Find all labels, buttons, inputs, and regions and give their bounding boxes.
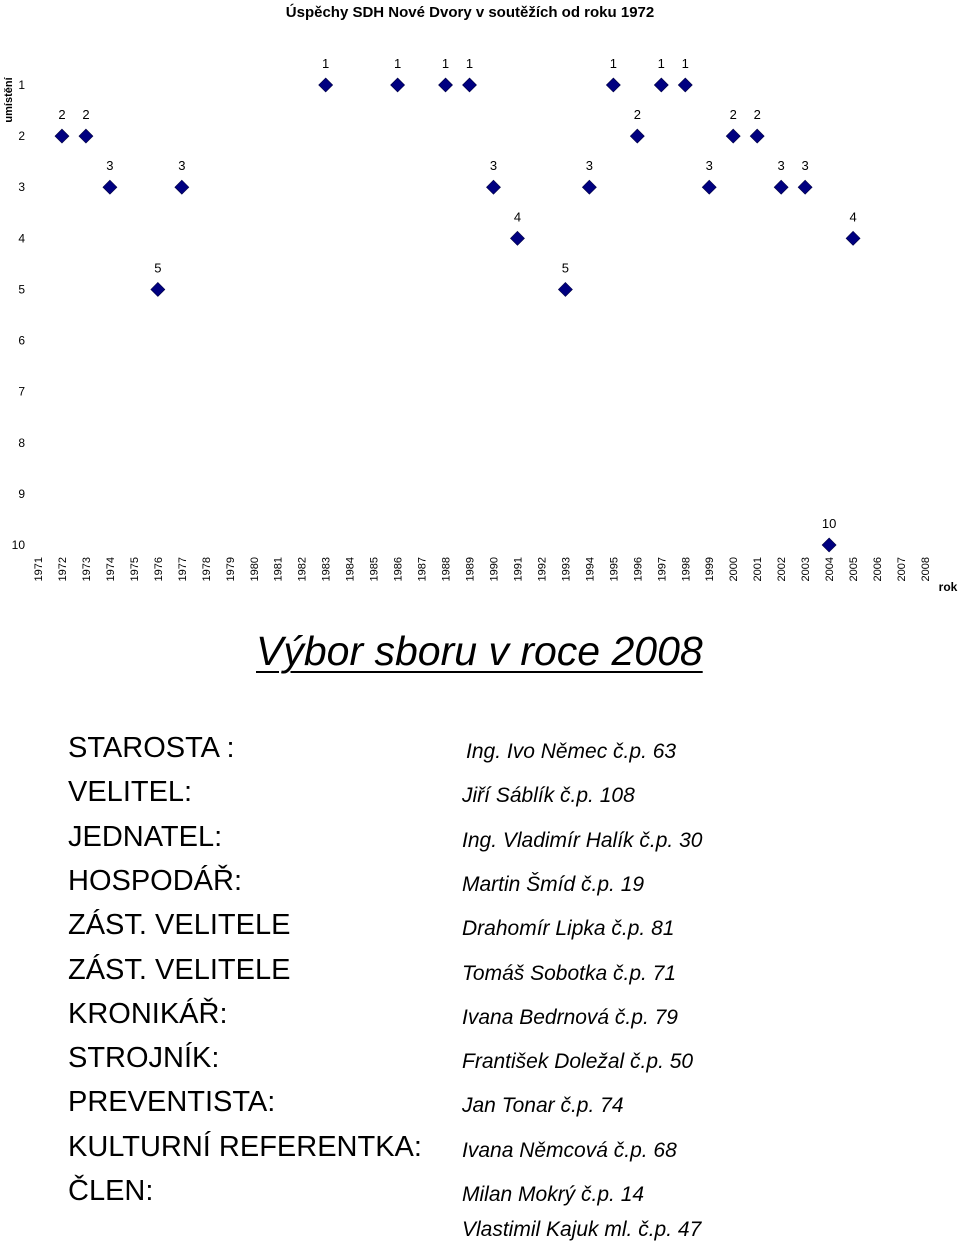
x-tick-label: 1972: [56, 557, 69, 582]
committee-person: Tomáš Sobotka č.p. 71: [462, 961, 677, 985]
data-point-label: 1: [441, 56, 450, 71]
x-tick-label: 1988: [440, 557, 453, 582]
committee-role: KRONIKÁŘ:: [68, 997, 228, 1030]
data-point-marker: [678, 78, 692, 92]
x-tick-label: 1996: [632, 557, 645, 582]
data-point-marker: [630, 129, 644, 143]
data-point-label: 3: [777, 158, 785, 174]
data-point-marker: [774, 180, 788, 194]
data-point-label: 3: [178, 158, 186, 174]
x-tick-label: 1994: [584, 557, 597, 582]
x-tick-label: 1983: [320, 557, 333, 582]
x-tick-label: 2008: [920, 557, 932, 582]
data-point-label: 3: [585, 158, 593, 174]
committee-role: ČLEN:: [68, 1175, 154, 1207]
committee-row: [68, 864, 645, 898]
x-tick-label: 2002: [776, 557, 789, 582]
committee-role: PREVENTISTA:: [68, 1086, 276, 1119]
x-tick-label: 2007: [896, 557, 909, 582]
committee-person: Milan Mokrý č.p. 14: [462, 1183, 645, 1206]
committee-role: ZÁST. VELITELE: [68, 909, 291, 942]
chart-title: Úspěchy SDH Nové Dvory v soutěžích od roku 1972: [285, 4, 655, 21]
y-tick-label: 2: [18, 129, 25, 144]
data-point-label: 1: [609, 56, 617, 71]
extra-member-name: Vlastimil Kajuk ml. č.p. 47: [462, 1218, 702, 1241]
data-point-marker: [103, 180, 117, 194]
data-point-label: 1: [657, 56, 665, 71]
x-axis-label: rok: [938, 580, 958, 594]
committee-role: HOSPODÁŘ:: [68, 864, 243, 897]
data-point-label: 5: [154, 260, 162, 276]
data-point-label: 5: [561, 260, 570, 276]
x-tick-label: 1995: [608, 557, 621, 582]
committee-row: [68, 953, 677, 987]
x-tick-label: 2005: [848, 557, 861, 582]
data-point-marker: [486, 180, 500, 194]
y-tick-label: 7: [18, 384, 25, 399]
data-point-label: 3: [705, 158, 713, 174]
data-point-label: 4: [849, 209, 857, 225]
x-tick-label: 1974: [104, 557, 117, 582]
x-tick-label: 1999: [704, 557, 717, 582]
x-tick-label: 1989: [464, 557, 477, 582]
x-tick-label: 1997: [656, 557, 669, 582]
x-tick-label: 1985: [368, 557, 381, 582]
data-point-marker: [151, 282, 165, 296]
committee-person: Jiří Sáblík č.p. 108: [462, 784, 635, 808]
committee-role: KULTURNÍ REFERENTKA:: [68, 1130, 422, 1163]
data-point-marker: [175, 180, 189, 194]
data-point-marker: [391, 78, 405, 92]
data-point-marker: [702, 180, 716, 194]
data-point-label: 2: [753, 107, 761, 123]
committee-person: Jan Tonar č.p. 74: [462, 1094, 624, 1118]
data-point-marker: [79, 129, 93, 143]
x-tick-label: 1993: [560, 557, 573, 582]
x-tick-label: 1990: [488, 557, 501, 582]
data-point-marker: [798, 180, 812, 194]
x-tick-label: 2000: [728, 557, 741, 582]
x-tick-label: 1981: [272, 557, 285, 582]
committee-row: [68, 997, 678, 1031]
data-point-marker: [510, 231, 524, 245]
x-tick-label: 2006: [872, 557, 885, 582]
data-point-label: 3: [801, 158, 809, 174]
data-point-marker: [55, 129, 69, 143]
committee-person: Martin Šmíd č.p. 19: [462, 872, 645, 896]
committee-row: [68, 820, 703, 854]
data-point-label: 3: [106, 158, 114, 174]
x-tick-label: 1992: [536, 557, 549, 582]
committee-role: STAROSTA :: [68, 732, 235, 764]
committee-row: [68, 1042, 694, 1075]
data-point-label: 2: [729, 107, 737, 123]
data-point-label: 1: [322, 56, 330, 71]
placement-chart: [0, 0, 960, 620]
committee-row: [68, 1086, 624, 1119]
x-tick-label: 2003: [800, 557, 813, 582]
data-point-marker: [654, 78, 668, 92]
committee-role: VELITEL:: [68, 776, 193, 809]
committee-person: Drahomír Lipka č.p. 81: [462, 917, 675, 941]
data-point-label: 2: [58, 107, 66, 123]
y-tick-label: 6: [18, 333, 25, 348]
data-point-marker: [463, 78, 477, 92]
data-point-marker: [558, 282, 572, 296]
y-tick-label: 9: [18, 486, 25, 501]
x-tick-label: 2004: [824, 557, 837, 582]
data-point-label: 1: [393, 56, 402, 71]
data-point-marker: [726, 129, 740, 143]
data-point-label: 10: [821, 516, 837, 531]
data-point-marker: [319, 78, 333, 92]
committee-row: [68, 1175, 645, 1208]
x-tick-label: 1984: [344, 557, 357, 582]
x-tick-label: 1991: [512, 557, 525, 582]
data-point-label: 1: [681, 56, 689, 71]
data-point-marker: [822, 538, 836, 552]
x-tick-label: 1978: [200, 557, 213, 582]
y-tick-label: 5: [18, 282, 25, 297]
x-tick-label: 1980: [248, 557, 261, 582]
y-tick-label: 8: [18, 435, 25, 450]
x-tick-label: 2001: [752, 557, 765, 582]
committee-row: [68, 1130, 677, 1164]
x-tick-label: 1987: [416, 557, 429, 582]
committee-role: STROJNÍK:: [68, 1042, 220, 1075]
committee-person: Ivana Bedrnová č.p. 79: [462, 1005, 678, 1029]
data-point-label: 2: [633, 107, 641, 123]
x-tick-label: 1982: [296, 557, 309, 582]
committee-person: Ing. Ivo Němec č.p. 63: [466, 740, 677, 763]
committee-row: [68, 776, 635, 809]
data-point-label: 1: [465, 56, 474, 71]
x-tick-label: 1971: [33, 557, 45, 582]
committee-person: František Doležal č.p. 50: [462, 1050, 694, 1074]
data-point-marker: [439, 78, 453, 92]
committee-row: [68, 909, 675, 942]
committee-role: ZÁST. VELITELE: [68, 953, 291, 986]
y-tick-label: 3: [18, 180, 25, 195]
x-tick-label: 1998: [680, 557, 693, 582]
data-point-marker: [846, 231, 860, 245]
x-tick-label: 1977: [176, 557, 189, 582]
data-point-label: 3: [489, 158, 498, 174]
y-tick-label: 1: [18, 78, 25, 92]
committee-person: Ivana Němcová č.p. 68: [462, 1138, 677, 1162]
y-tick-label: 4: [18, 231, 25, 246]
y-tick-label: 10: [11, 538, 25, 552]
x-tick-label: 1973: [80, 557, 93, 582]
data-point-marker: [750, 129, 764, 143]
committee-person: Ing. Vladimír Halík č.p. 30: [462, 828, 703, 852]
y-axis-label: umístění: [3, 77, 15, 123]
committee-role: JEDNATEL:: [68, 820, 223, 853]
data-point-marker: [582, 180, 596, 194]
x-tick-label: 1986: [392, 557, 405, 582]
x-tick-label: 1975: [128, 557, 141, 582]
data-point-marker: [606, 78, 620, 92]
data-point-label: 4: [513, 209, 522, 225]
committee-row: [68, 732, 677, 765]
section-heading: Výbor sboru v roce 2008: [256, 628, 703, 674]
data-point-label: 2: [82, 107, 90, 123]
x-tick-label: 1979: [224, 557, 237, 582]
x-tick-label: 1976: [152, 557, 165, 582]
